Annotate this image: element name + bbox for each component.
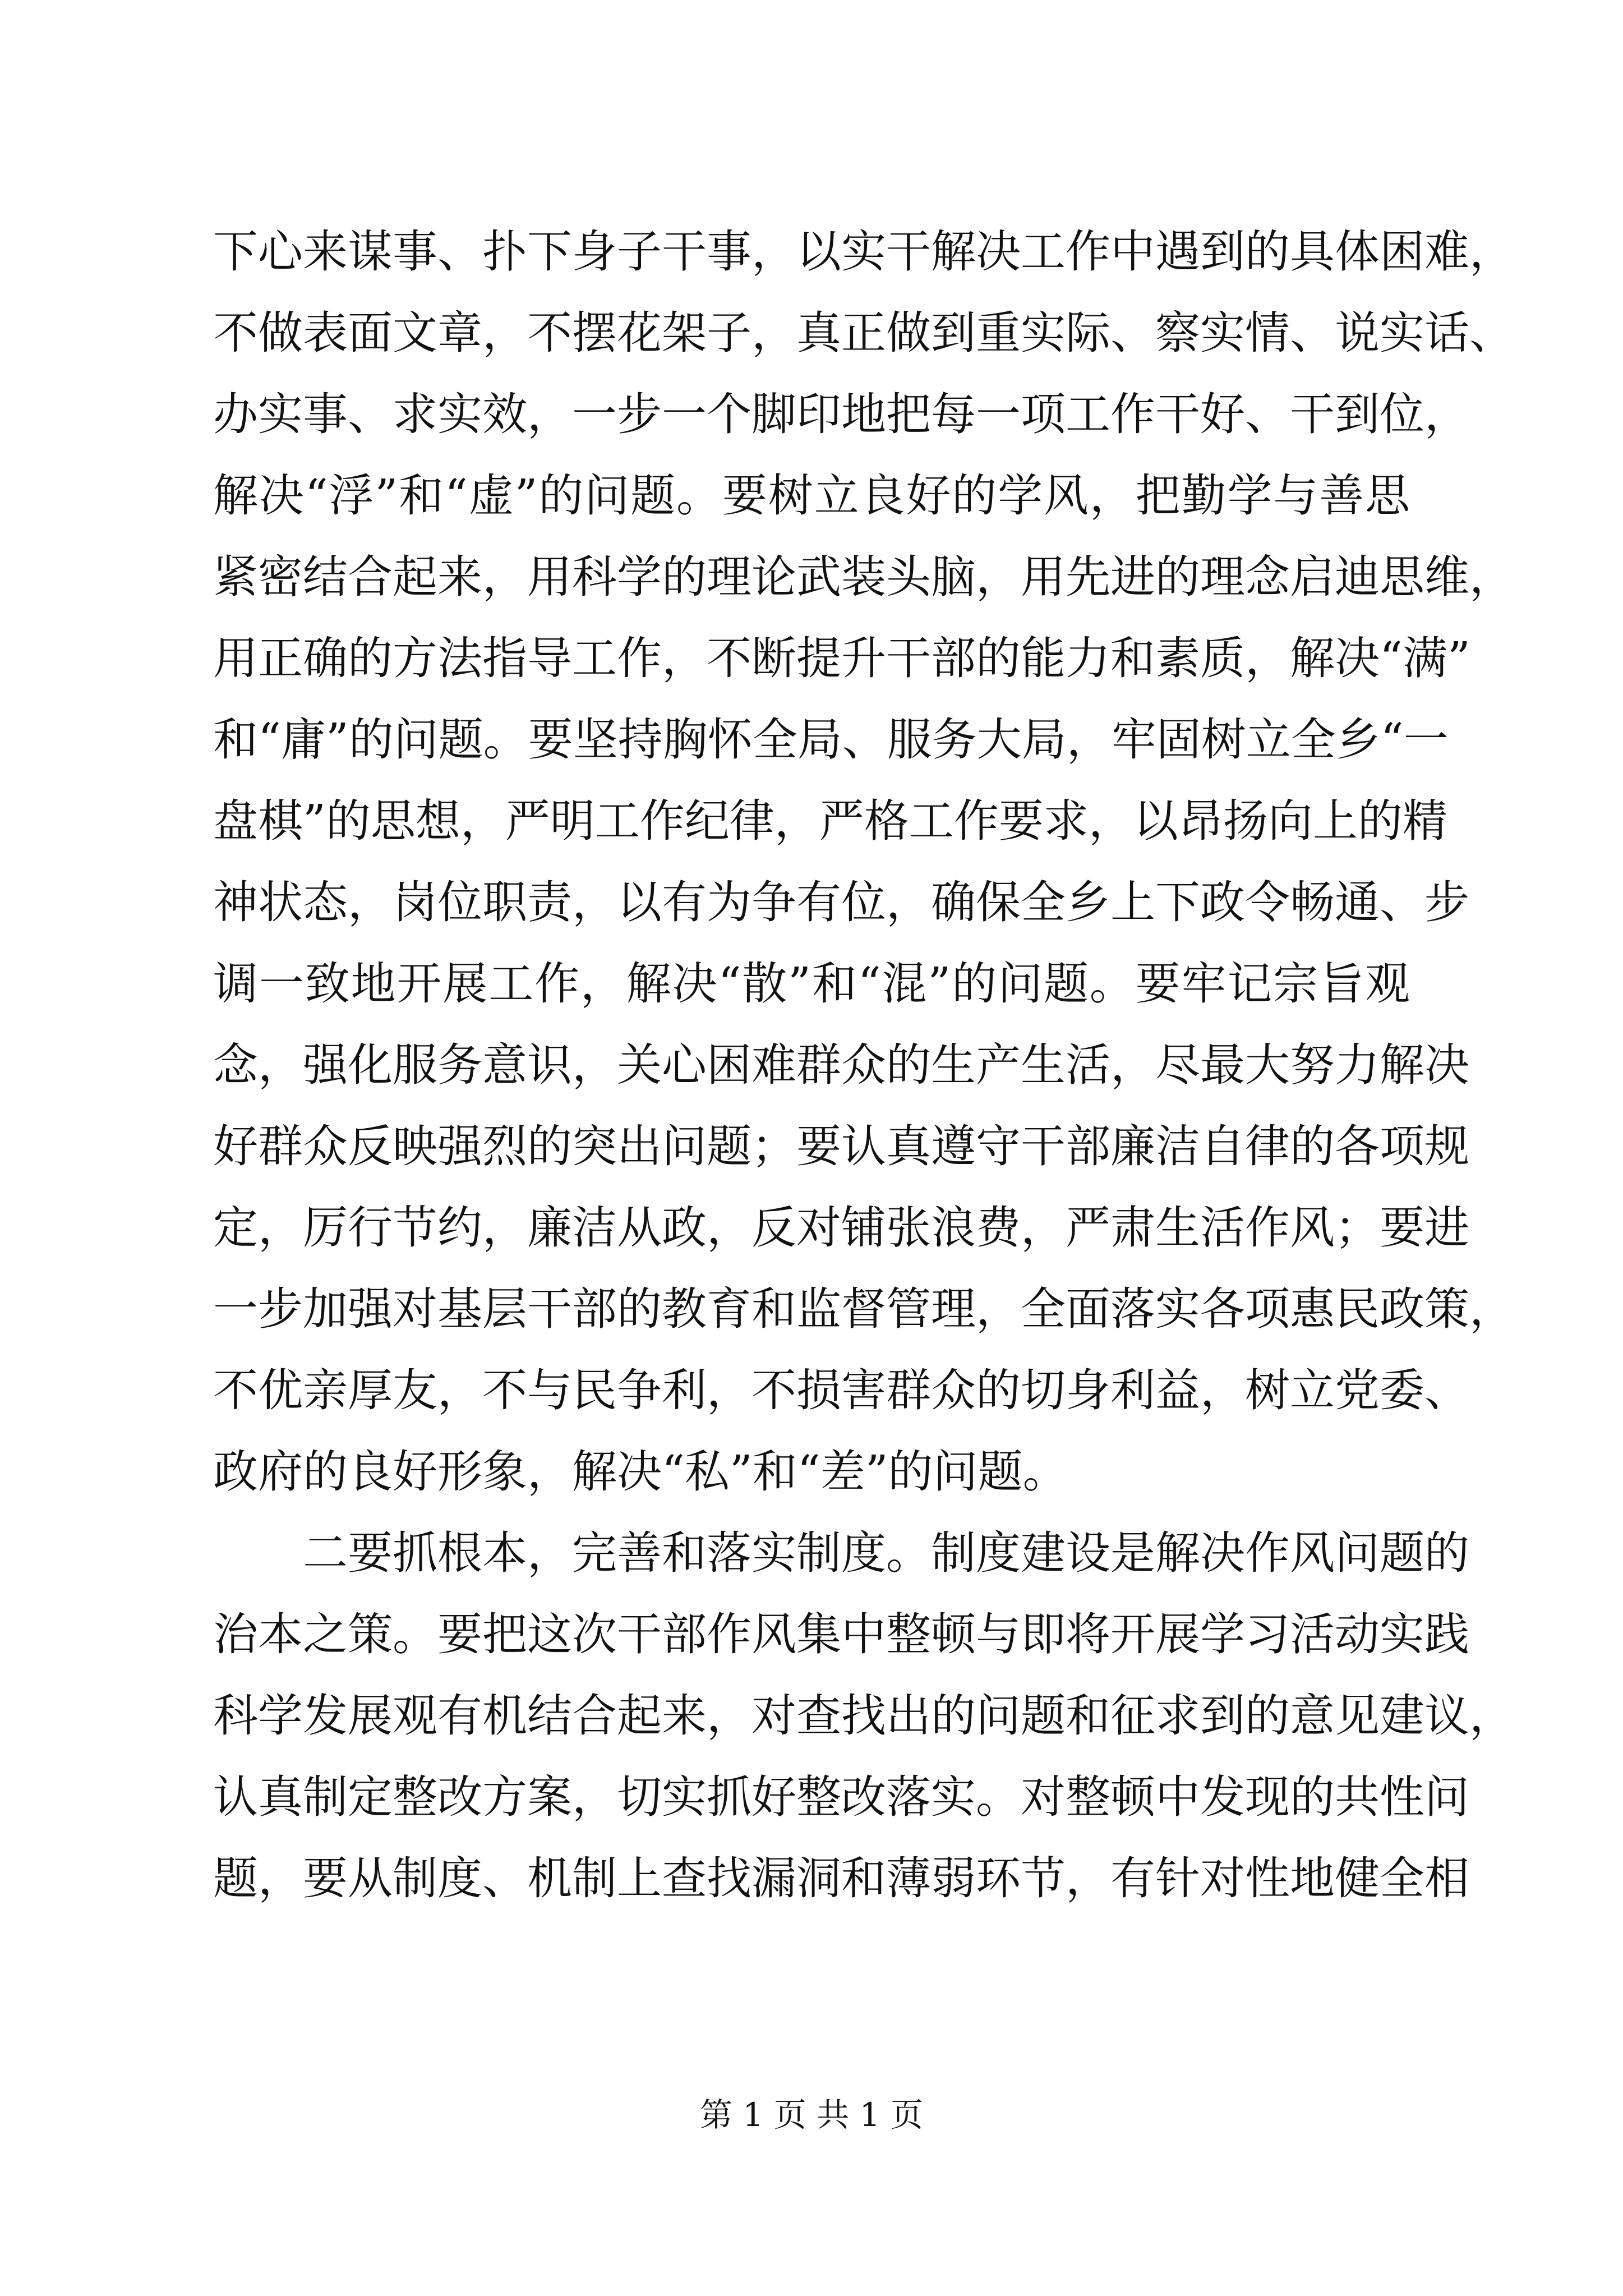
text-line-5: 紧密结合起来，用科学的理论武装头脑，用先进的理念启迪思维， bbox=[213, 551, 1514, 603]
text-line-15: 不优亲厚友，不与民争利，不损害群众的切身利益，树立党委、 bbox=[213, 1364, 1469, 1416]
text-line-7: 和“庸”的问题。要坚持胸怀全局、服务大局，牢固树立全乡“一 bbox=[213, 714, 1449, 766]
text-line-1: 下心来谋事、扑下身子干事，以实干解决工作中遇到的具体困难， bbox=[213, 226, 1514, 278]
text-line-2: 不做表面文章，不摆花架子，真正做到重实际、察实情、说实话、 bbox=[213, 307, 1514, 359]
text-line-20: 认真制定整改方案，切实抓好整改落实。对整顿中发现的共性问 bbox=[213, 1771, 1469, 1823]
text-line-3: 办实事、求实效，一步一个脚印地把每一项工作干好、干到位， bbox=[213, 388, 1469, 440]
text-line-19: 科学发展观有机结合起来，对查找出的问题和征求到的意见建议， bbox=[213, 1690, 1514, 1742]
text-line-17: 二要抓根本，完善和落实制度。制度建设是解决作风问题的 bbox=[303, 1527, 1469, 1579]
text-line-9: 神状态，岗位职责，以有为争有位，确保全乡上下政令畅通、步 bbox=[213, 876, 1469, 928]
text-line-11: 念，强化服务意识，关心困难群众的生产生活，尽最大努力解决 bbox=[213, 1039, 1469, 1091]
text-line-16: 政府的良好形象，解决“私”和“差”的问题。 bbox=[213, 1446, 1068, 1498]
text-line-6: 用正确的方法指导工作，不断提升干部的能力和素质，解决“满” bbox=[213, 632, 1470, 684]
text-line-12: 好群众反映强烈的突出问题；要认真遵守干部廉洁自律的各项规 bbox=[213, 1120, 1469, 1172]
document-body bbox=[213, 211, 1514, 1919]
text-line-13: 定，厉行节约，廉洁从政，反对铺张浪费，严肃生活作风；要进 bbox=[213, 1202, 1469, 1254]
page-number-footer: 第 1 页 共 1 页 bbox=[700, 2096, 923, 2134]
text-line-21: 题，要从制度、机制上查找漏洞和薄弱环节，有针对性地健全相 bbox=[213, 1852, 1469, 1904]
text-line-18: 治本之策。要把这次干部作风集中整顿与即将开展学习活动实践 bbox=[213, 1608, 1469, 1660]
text-line-10: 调一致地开展工作，解决“散”和“混”的问题。要牢记宗旨观 bbox=[213, 958, 1410, 1010]
text-line-8: 盘棋”的思想，严明工作纪律，严格工作要求，以昂扬向上的精 bbox=[213, 795, 1447, 847]
text-line-4: 解决“浮”和“虚”的问题。要树立良好的学风，把勤学与善思 bbox=[213, 470, 1410, 522]
text-line-14: 一步加强对基层干部的教育和监督管理，全面落实各项惠民政策， bbox=[213, 1283, 1514, 1335]
